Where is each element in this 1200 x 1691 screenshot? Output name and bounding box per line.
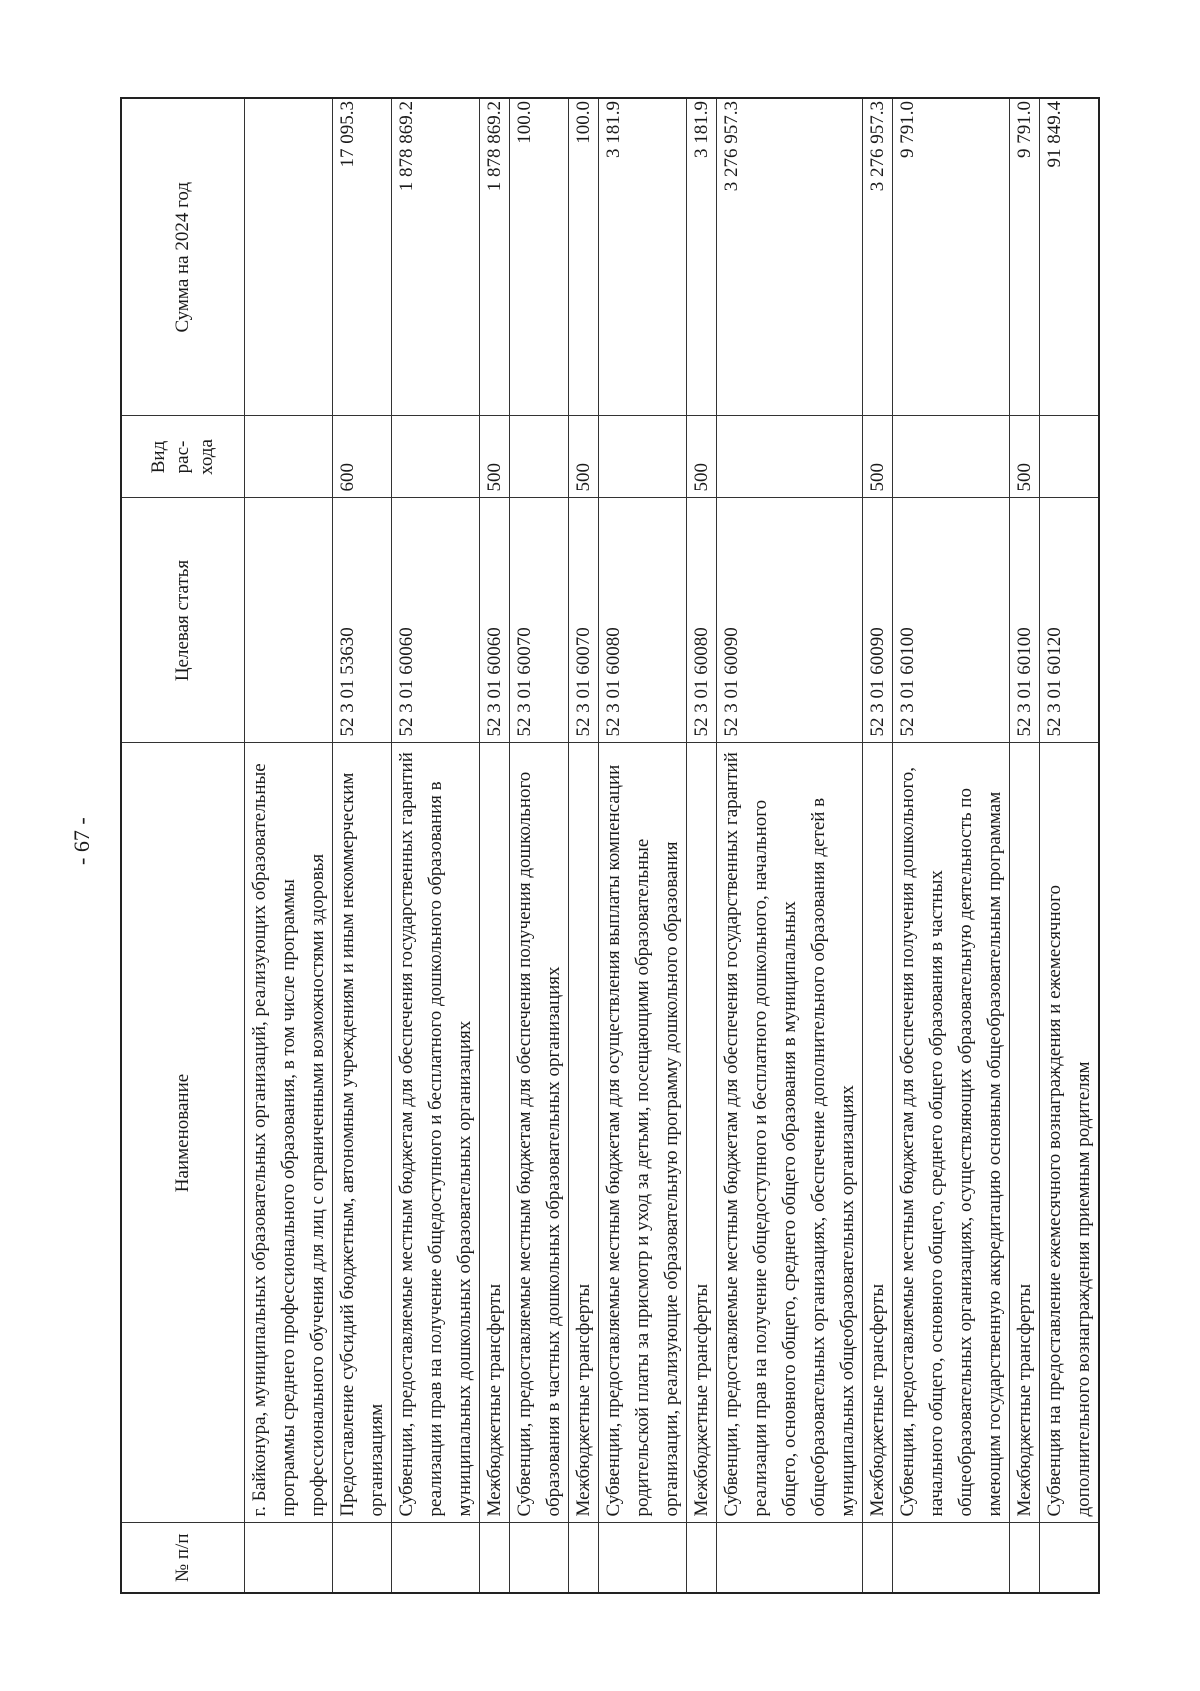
cell-target: 52 3 01 60070 [510,498,569,743]
cell-name: Межбюджетные трансферты [1010,743,1040,1523]
rotated-page-content [120,99,1094,1594]
cell-num [717,1523,863,1593]
cell-amount: 100.0 [510,98,569,416]
header-row [121,98,245,1593]
table-row [569,98,599,1593]
cell-kind: 500 [687,416,717,498]
cell-amount: 3 276 957.3 [863,98,893,416]
cell-kind: 500 [480,416,510,498]
cell-target: 52 3 01 60100 [1010,498,1040,743]
table-row [863,98,893,1593]
cell-target: 52 3 01 60060 [480,498,510,743]
cell-kind [510,416,569,498]
table-row [333,98,392,1593]
cell-num [510,1523,569,1593]
cell-num [1010,1523,1040,1593]
cell-target: 52 3 01 60070 [569,498,599,743]
cell-target: 52 3 01 60080 [687,498,717,743]
cell-name: Субвенция на предоставление ежемесячного вознаграждения и ежемесячного дополнительного вознаграждения приемным родителям [1040,743,1100,1523]
cell-amount: 3 181.9 [599,98,687,416]
cell-num [893,1523,1010,1593]
cell-name: Межбюджетные трансферты [569,743,599,1523]
cell-num [863,1523,893,1593]
page-number: - 67 - [69,817,94,865]
cell-name: Субвенции, предоставляемые местным бюджетам для обеспечения получения дошкольного, начального общего, основного общего, среднего общего образования в частных общеобразовательных организациях, осуществляющих образовательную деятельность по имеющим государственную аккредитацию основным общеобразовательным программам [893,743,1010,1523]
cell-name: г. Байконура, муниципальных образовательных организаций, реализующих образовательные программы среднего профессионального образования, в том числе программы профессионального обучения для лиц с ограниченными возможностями здоровья [245,743,333,1523]
header-name: Наименование [121,743,245,1523]
cell-amount: 3 181.9 [687,98,717,416]
cell-num [569,1523,599,1593]
budget-table [120,97,1100,1594]
header-kind: Вид рас- хода [121,416,245,498]
cell-num [599,1523,687,1593]
table-row [480,98,510,1593]
cell-target: 52 3 01 60080 [599,498,687,743]
cell-kind [599,416,687,498]
cell-target: 52 3 01 60090 [717,498,863,743]
cell-amount: 3 276 957.3 [717,98,863,416]
cell-target [245,498,333,743]
cell-name: Межбюджетные трансферты [863,743,893,1523]
cell-num [392,1523,480,1593]
cell-amount: 9 791.0 [1010,98,1040,416]
cell-amount: 100.0 [569,98,599,416]
cell-amount: 91 849.4 [1040,98,1100,416]
cell-kind: 500 [1010,416,1040,498]
table-row [1010,98,1040,1593]
cell-amount: 1 878 869.2 [392,98,480,416]
table-header [121,98,245,1593]
table-row [717,98,863,1593]
cell-name: Предоставление субсидий бюджетным, автономным учреждениям и иным некоммерческим организациям [333,743,392,1523]
cell-target: 52 3 01 53630 [333,498,392,743]
cell-amount [245,98,333,416]
cell-name: Межбюджетные трансферты [480,743,510,1523]
cell-amount: 1 878 869.2 [480,98,510,416]
header-num: № п/п [121,1523,245,1593]
cell-kind: 600 [333,416,392,498]
table-row [1040,98,1100,1593]
cell-kind [245,416,333,498]
cell-target: 52 3 01 60120 [1040,498,1100,743]
cell-target: 52 3 01 60100 [893,498,1010,743]
table-body [245,98,1100,1593]
cell-amount: 9 791.0 [893,98,1010,416]
cell-num [245,1523,333,1593]
cell-kind [717,416,863,498]
cell-name: Субвенции, предоставляемые местным бюджетам для обеспечения государственных гарантий реализации прав на получение общедоступного и бесплатного дошкольного, начального общего, основного общего, среднего общего образования в муниципальных общеобразовательных организациях, обеспечение дополнительного образования детей в муниципальных общеобразовательных организациях [717,743,863,1523]
cell-name: Субвенции, предоставляемые местным бюджетам для обеспечения получения дошкольного образования в частных дошкольных образовательных организациях [510,743,569,1523]
cell-num [687,1523,717,1593]
table-row [893,98,1010,1593]
table-row [245,98,333,1593]
table-row [392,98,480,1593]
cell-name: Межбюджетные трансферты [687,743,717,1523]
cell-name: Субвенции, предоставляемые местным бюджетам для осуществления выплаты компенсации родительской платы за присмотр и уход за детьми, посещающими образовательные организации, реализующие образовательную программу дошкольного образования [599,743,687,1523]
cell-kind: 500 [569,416,599,498]
cell-kind [1040,416,1100,498]
cell-num [1040,1523,1100,1593]
table-row [599,98,687,1593]
header-amount: Сумма на 2024 год [121,98,245,416]
table-row [687,98,717,1593]
cell-target: 52 3 01 60060 [392,498,480,743]
cell-kind [392,416,480,498]
cell-name: Субвенции, предоставляемые местным бюджетам для обеспечения государственных гарантий реализации прав на получение общедоступного и бесплатного дошкольного образования в муниципальных дошкольных образовательных организациях [392,743,480,1523]
table-row [510,98,569,1593]
cell-num [333,1523,392,1593]
cell-kind [893,416,1010,498]
cell-num [480,1523,510,1593]
header-target: Целевая статья [121,498,245,743]
cell-amount: 17 095.3 [333,98,392,416]
cell-kind: 500 [863,416,893,498]
cell-target: 52 3 01 60090 [863,498,893,743]
